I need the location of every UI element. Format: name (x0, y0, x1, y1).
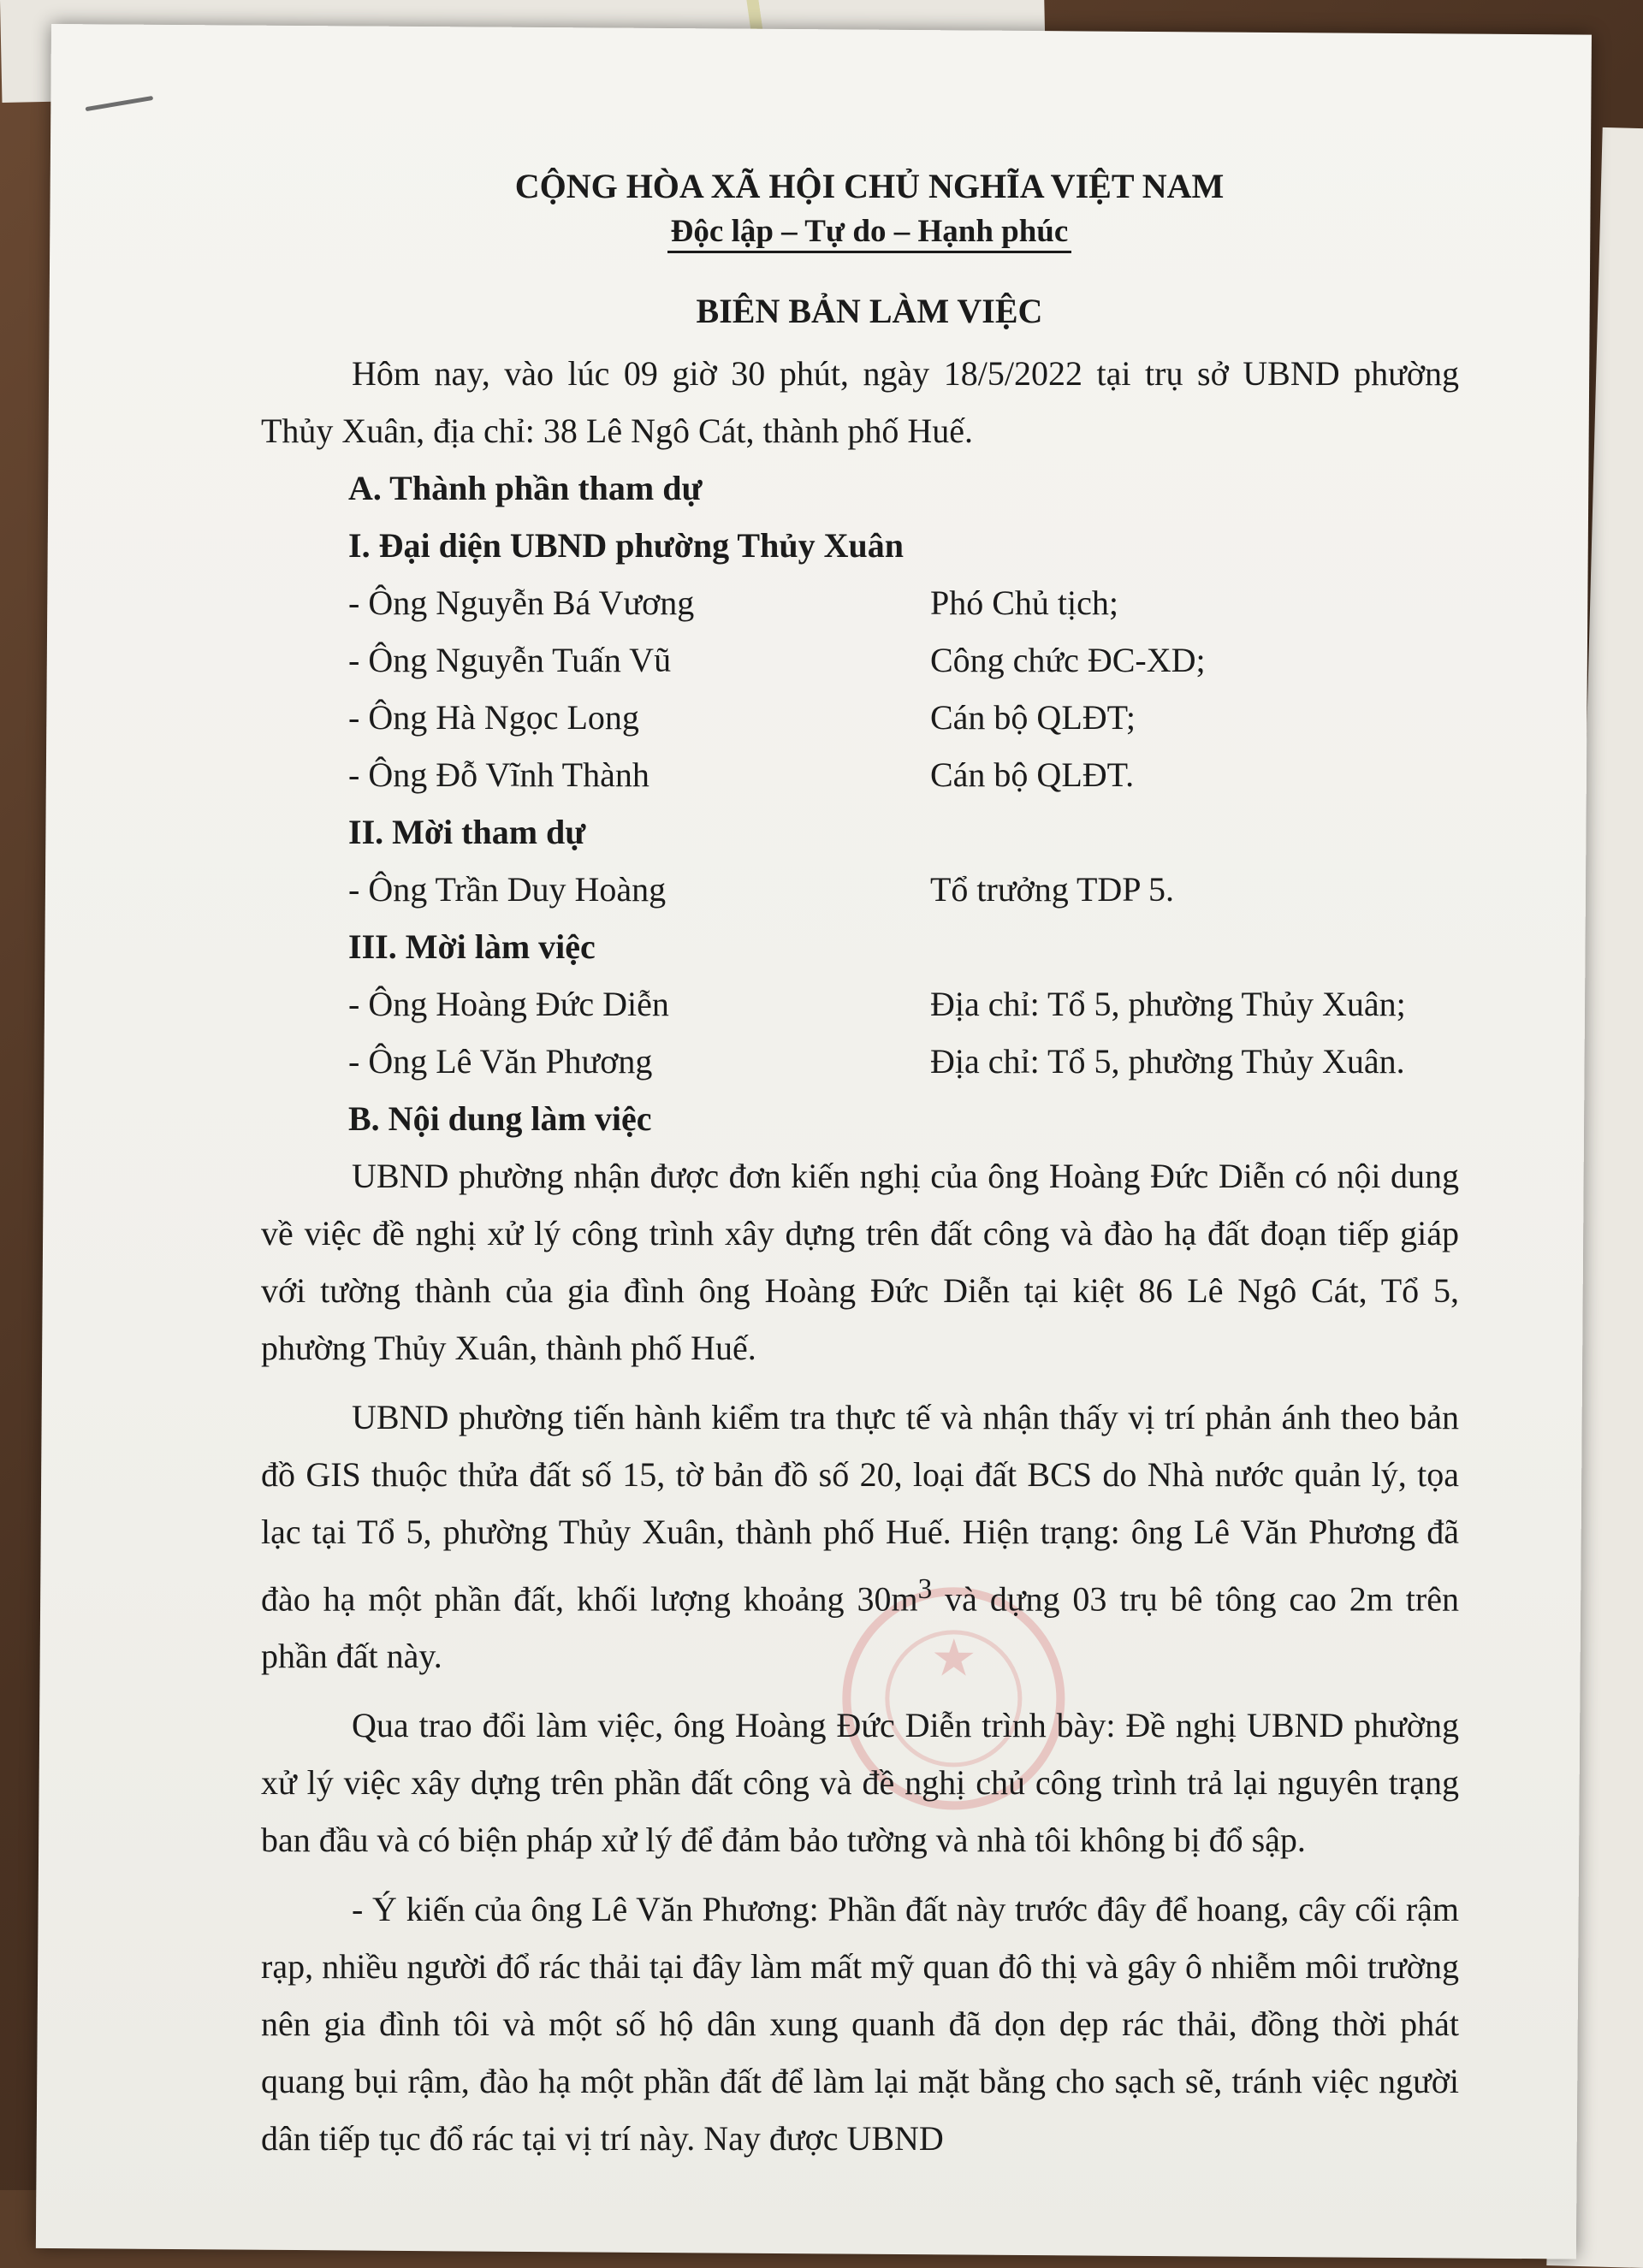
national-motto (280, 210, 1459, 253)
member-row (348, 861, 1459, 918)
member-role: Cán bộ QLĐT; (930, 698, 1136, 737)
member-name: - Ông Lê Văn Phương (348, 1042, 653, 1081)
document-title: BIÊN BẢN LÀM VIỆC (696, 292, 1043, 330)
content-paragraph-4: - Ý kiến của ông Lê Văn Phương: Phần đất này trước đây để hoang, cây cối rậm rạp, nhiều người đổ rác thải tại đây làm mất mỹ quan đô thị và gây ô nhiễm môi trường nên gia đình tôi và một số hộ dân xung quanh đã dọn dẹp rác thải, đồng thời phát quang bụi rậm, đào hạ một phần đất để làm lại mặt bằng cho sạch sẽ, tránh việc người dân tiếp tục đổ rác tại vị trí này. Nay được UBND (261, 1890, 1459, 2158)
member-role: Tổ trưởng TDP 5. (930, 870, 1175, 909)
seal-star-icon: ★ (930, 1628, 977, 1689)
cubic-superscript: 3 (917, 1573, 933, 1605)
group2-heading: II. Mời tham dự (348, 813, 586, 851)
section-a-heading: A. Thành phần tham dự (348, 469, 703, 507)
member-row (348, 975, 1459, 1033)
member-name: - Ông Đỗ Vĩnh Thành (348, 755, 649, 794)
group1-heading: I. Đại diện UBND phường Thủy Xuân (348, 526, 904, 565)
national-title: CỘNG HÒA XÃ HỘI CHỦ NGHĨA VIỆT NAM (514, 167, 1225, 205)
member-name: - Ông Nguyễn Tuấn Vũ (348, 641, 672, 679)
member-name: - Ông Hoàng Đức Diễn (348, 985, 669, 1023)
member-row (348, 689, 1459, 746)
paragraph-gap (261, 1685, 1459, 1697)
paragraph-gap (261, 1377, 1459, 1389)
staple-mark (85, 96, 153, 111)
member-row (348, 746, 1459, 803)
content-paragraph-1: UBND phường nhận được đơn kiến nghị của ông Hoàng Đức Diễn có nội dung về việc đề nghị xử lý công trình xây dựng trên đất công và đào hạ đất đoạn tiếp giáp với tường thành của gia đình ông Hoàng Đức Diễn tại kiệt 86 Lê Ngô Cát, Tổ 5, phường Thủy Xuân, thành phố Huế. (261, 1157, 1459, 1367)
member-role: Phó Chủ tịch; (930, 583, 1119, 622)
content-paragraph-3: Qua trao đổi làm việc, ông Hoàng Đức Diễn trình bày: Đề nghị UBND phường xử lý việc xây dựng trên phần đất công và đề nghị chủ công trình trả lại nguyên trạng ban đầu và có biện pháp xử lý để đảm bảo tường và nhà tôi không bị đổ sập. (261, 1706, 1459, 1860)
content-paragraph-2 (261, 1389, 1459, 1685)
paragraph-2-end: và dựng 03 trụ bê tông cao 2m trên phần đất này. (261, 1579, 1459, 1676)
member-row (348, 1033, 1459, 1090)
member-role: Công chức ĐC-XD; (930, 641, 1206, 679)
member-row (348, 574, 1459, 631)
document-body (261, 163, 1459, 2167)
member-name: - Ông Nguyễn Bá Vương (348, 583, 695, 622)
member-name: - Ông Hà Ngọc Long (348, 698, 639, 737)
paragraph-2-text: UBND phường tiến hành kiểm tra thực tế và nhận thấy vị trí phản ánh theo bản đồ GIS thuộc thửa đất số 15, tờ bản đồ số 20, loại đất BCS do Nhà nước quản lý, tọa lạc tại Tổ 5, phường Thủy Xuân, thành phố Huế. Hiện trạng: ông Lê Văn Phương đã đào hạ một phần đất, khối lượng khoảng 30m (261, 1398, 1459, 1619)
member-role: Cán bộ QLĐT. (930, 755, 1135, 794)
section-b-heading: B. Nội dung làm việc (348, 1099, 652, 1138)
member-row (348, 631, 1459, 689)
intro-paragraph: Hôm nay, vào lúc 09 giờ 30 phút, ngày 18/5/2022 tại trụ sở UBND phường Thủy Xuân, địa chỉ: 38 Lê Ngô Cát, thành phố Huế. (261, 354, 1459, 450)
motto-text: Độc lập – Tự do – Hạnh phúc (667, 214, 1072, 253)
member-role: Địa chỉ: Tổ 5, phường Thủy Xuân. (930, 1042, 1405, 1081)
member-role: Địa chỉ: Tổ 5, phường Thủy Xuân; (930, 985, 1406, 1023)
paragraph-gap (261, 1868, 1459, 1880)
member-name: - Ông Trần Duy Hoàng (348, 870, 667, 909)
group3-heading: III. Mời làm việc (348, 927, 596, 966)
